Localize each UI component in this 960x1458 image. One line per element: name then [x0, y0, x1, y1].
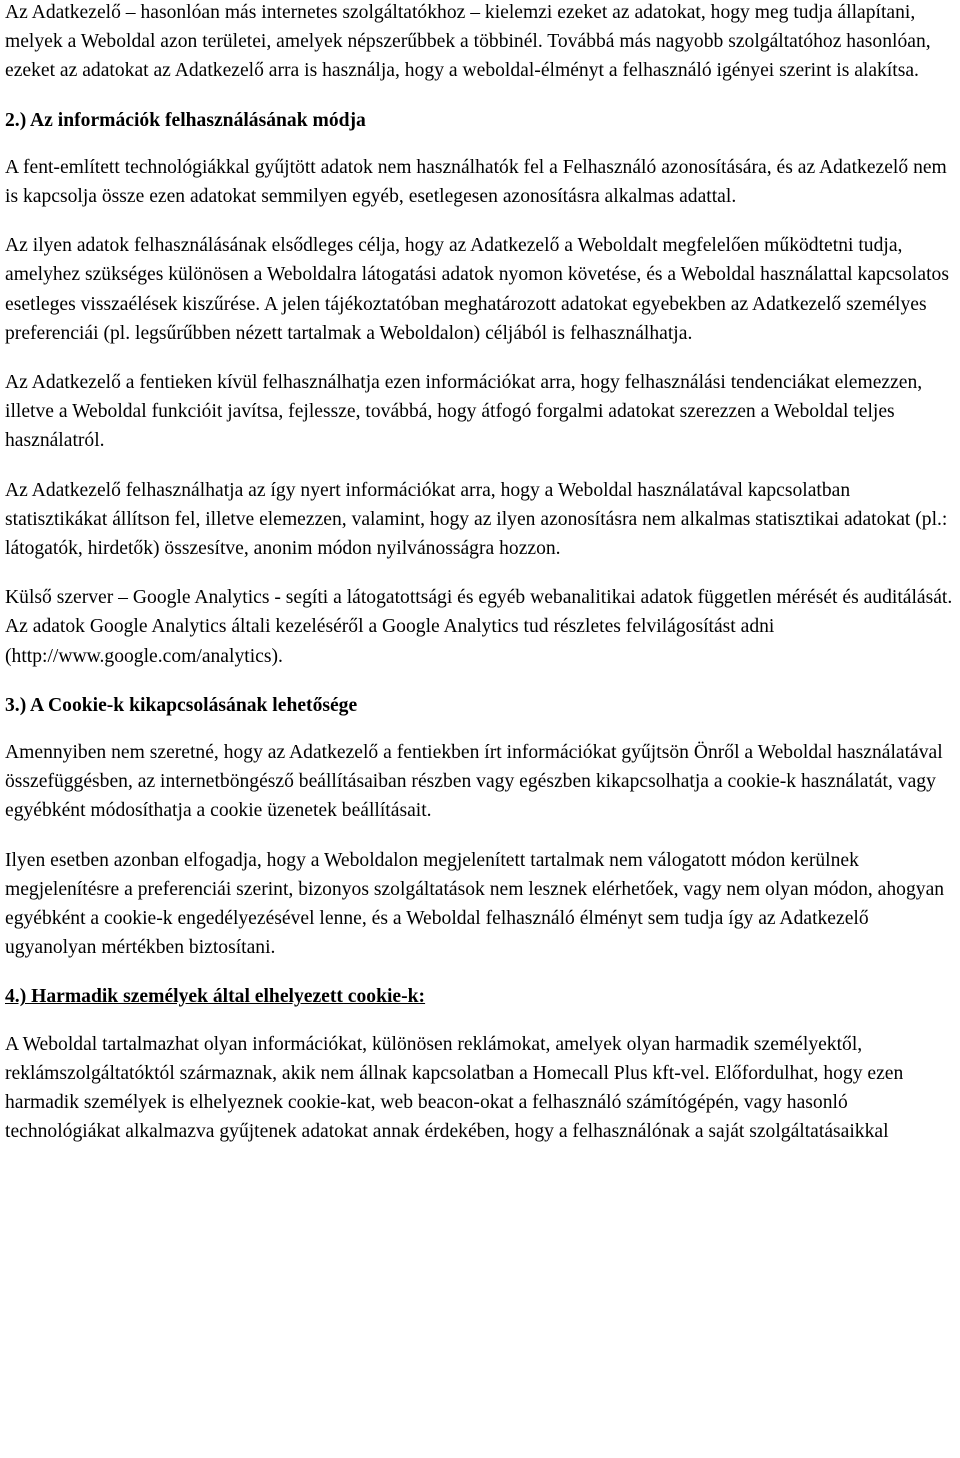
section-3-heading: 3.) A Cookie-k kikapcsolásának lehetősége [5, 694, 358, 716]
section-3-paragraph-2: Ilyen esetben azonban elfogadja, hogy a Weboldalon megjelenített tartalmak nem válogatott módon kerülnek megjelenítésre a preferenciái szerint, bizonyos szolgáltatások nem lesznek elérhetőek, vagy nem olyan módon, ahogyan egyébként a cookie-k engedélyezésével lenne, és a Weboldal felhasználó élményt sem tudja így az Adatkezelő ugyanolyan mértékben biztosítani. [5, 849, 945, 959]
section-2-paragraph-2: Az ilyen adatok felhasználásának elsődleges célja, hogy az Adatkezelő a Weboldalt megfelelően működtetni tudja, amelyhez szükséges különösen a Weboldalra látogatási adatok nyomon követése, és a Weboldal használattal kapcsolatos esetleges visszaélések kiszűrése. A jelen tájékoztatóban meghatározott adatokat egyebekben az Adatkezelő személyes preferenciái (pl. legsűrűbben nézett tartalmak a Weboldalon) céljából is felhasználhatja. [5, 235, 949, 344]
section-2-paragraph-3: Az Adatkezelő a fentieken kívül felhasználhatja ezen információkat arra, hogy felhasználási tendenciákat elemezzen, illetve a Weboldal funkcióit javítsa, fejlessze, továbbá, hogy átfogó forgalmi adatokat szerezzen a Weboldal teljes használatról. [5, 372, 923, 452]
document-page [5, 0, 957, 1167]
section-4-heading-text: 4.) Harmadik személyek által elhelyezett cookie-k: [5, 986, 426, 1008]
section-2-paragraph-5: Külső szerver – Google Analytics - segíti a látogatottsági és egyéb webanalitikai adatok független mérését és auditálását. Az adatok Google Analytics általi kezeléséről a Google Analytics tud részletes felvilágosítást adni (http://www.google.com/analytics). [5, 587, 953, 667]
intro-paragraph: Az Adatkezelő – hasonlóan más internetes szolgáltatókhoz – kielemzi ezeket az adatokat, hogy meg tudja állapítani, melyek a Weboldal azon területei, amelyek népszerűbbek a többinél. Továbbá más nagyobb szolgáltatóhoz hasonlóan, ezeket az adatokat az Adatkezelő arra is használja, hogy a weboldal-élményt a felhasználó igényei szerint is alakítsa. [5, 2, 931, 82]
section-2-paragraph-4: Az Adatkezelő felhasználhatja az így nyert információkat arra, hogy a Weboldal használatával kapcsolatban statisztikákat állítson fel, illetve elemezzen, valamint, hogy az ilyen azonosításra nem alkalmas statisztikai adatokat (pl.: látogatók, hirdetők) összesítve, anonim módon nyilvánosságra hozzon. [5, 479, 948, 560]
section-4-heading [5, 982, 957, 1011]
section-3-paragraph-1: Amennyiben nem szeretné, hogy az Adatkezelő a fentiekben írt információkat gyűjtsön Önről a Weboldal használatával összefüggésben, az internetböngésző beállításaiban részben vagy egészben kikapcsolhatja a cookie-k használatát, vagy egyébként módosíthatja a cookie üzenetek beállításait. [5, 742, 943, 822]
section-4-paragraph-1: A Weboldal tartalmazhat olyan információkat, különösen reklámokat, amelyek olyan harmadik személyektől, reklámszolgáltatóktól származnak, akik nem állnak kapcsolatban a Homecall Plus kft-vel. Előfordulhat, hogy ezen harmadik személyek is elhelyeznek cookie-kat, web beacon-okat a felhasználó számítógépén, vagy hasonló technológiákat alkalmazva gyűjtenek adatokat annak érdekében, hogy a felhasználónak a saját szolgáltatásaikkal [5, 1033, 904, 1143]
section-2-paragraph-1: A fent-említett technológiákkal gyűjtött adatok nem használhatók fel a Felhasználó azonosítására, és az Adatkezelő nem is kapcsolja össze ezen adatokat semmilyen egyéb, esetlegesen azonosításra alkalmas adattal. [5, 156, 947, 208]
section-2-heading: 2.) Az információk felhasználásának módja [5, 109, 366, 131]
